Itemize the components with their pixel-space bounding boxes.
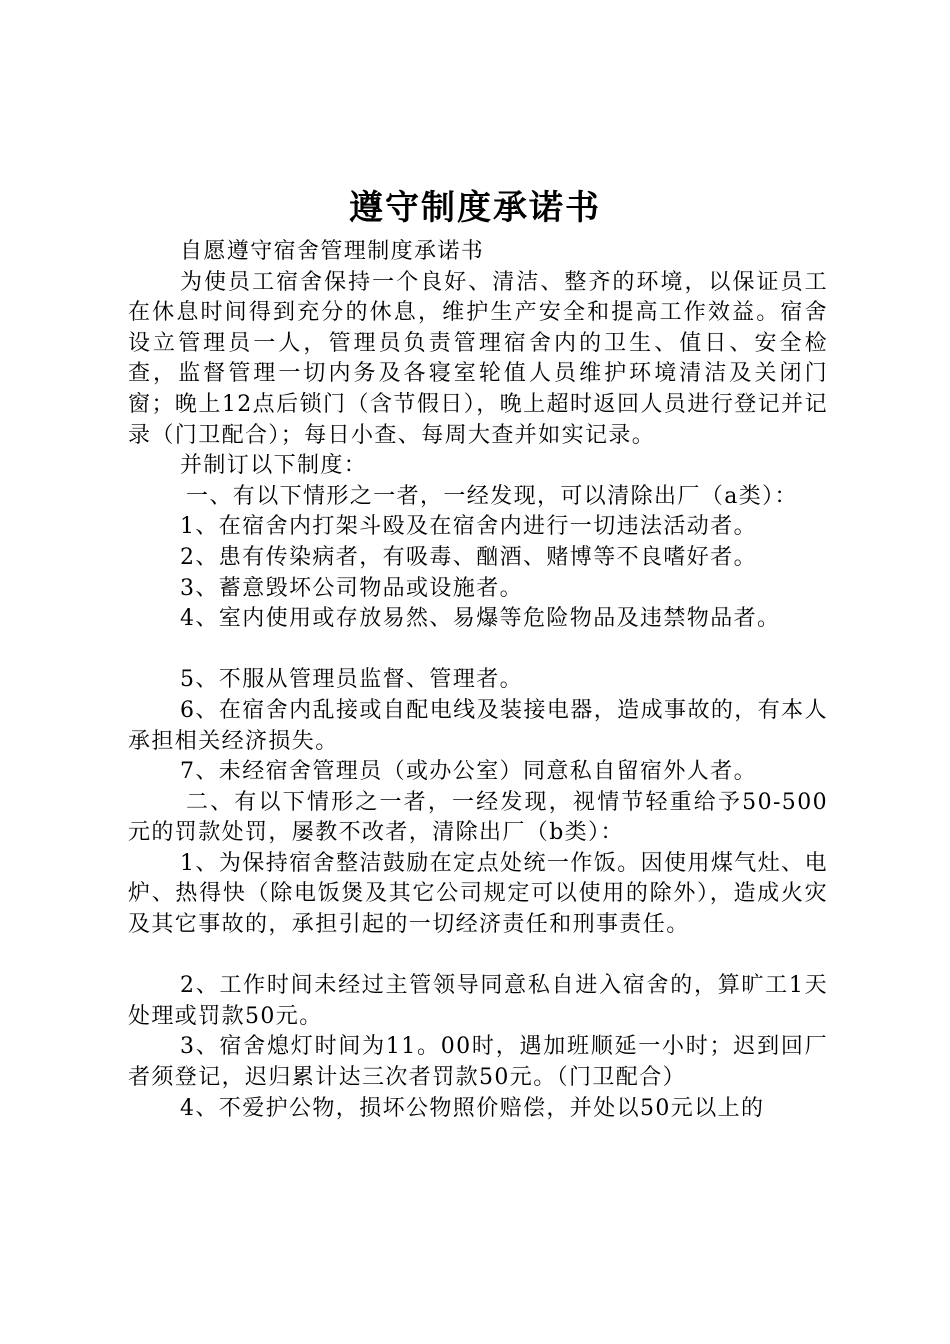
section-a-item-3: 3、蓄意毁坏公司物品或设施者。 xyxy=(180,575,523,601)
section-b-item-3: 3、宿舍熄灯时间为11。00时，遇加班顺延一小时；迟到回厂者须登记，迟归累计达三次者罚款50元。（门卫配合） xyxy=(128,1034,828,1091)
paragraph-rules-lead: 并制订以下制度： xyxy=(180,453,368,479)
section-b-item-2: 2、工作时间未经过主管领导同意私自进入宿舍的，算旷工1天处理或罚款50元。 xyxy=(128,973,828,1029)
section-a-item-4: 4、室内使用或存放易然、易爆等危险物品及违禁物品者。 xyxy=(180,606,781,632)
section-a-item-2: 2、患有传染病者，有吸毒、酗酒、赌博等不良嗜好者。 xyxy=(180,544,757,570)
section-a-item-7: 7、未经宿舍管理员（或办公室）同意私自留宿外人者。 xyxy=(180,759,757,785)
section-b-item-4: 4、不爱护公物，损坏公物照价赔偿，并处以50元以上的 xyxy=(180,1095,765,1121)
document-body xyxy=(128,237,828,1124)
section-a-item-5: 5、不服从管理员监督、管理者。 xyxy=(180,667,523,693)
section-b-item-1: 1、为保持宿舍整洁鼓励在定点处统一作饭。因使用煤气灶、电炉、热得快（除电饭煲及其它公司规定可以使用的除外），造成火灾及其它事故的，承担引起的一切经济责任和刑事责任。 xyxy=(128,850,828,938)
paragraph-intro: 为使员工宿舍保持一个良好、清洁、整齐的环境，以保证员工在休息时间得到充分的休息，维护生产安全和提高工作效益。宿舍设立管理员一人，管理员负责管理宿舍内的卫生、值日、安全检查，监督管理一切内务及各寝室轮值人员维护环境清洁及关闭门窗；晚上12点后锁门（含节假日），晚上超时返回人员进行登记并记录（门卫配合）；每日小查、每周大查并如实记录。 xyxy=(128,269,828,448)
section-a-item-1: 1、在宿舍内打架斗殴及在宿舍内进行一切违法活动者。 xyxy=(180,514,757,540)
paragraph-subtitle: 自愿遵守宿舍管理制度承诺书 xyxy=(180,239,485,264)
section-b-heading: 二、有以下情形之一者，一经发现，视情节轻重给予50-500元的罚款处罚，屡教不改者，清除出厂（b类）： xyxy=(128,789,828,846)
section-a-heading: 一、有以下情形之一者，一经发现，可以清除出厂（a类）： xyxy=(186,483,798,509)
document-title: 遵守制度承诺书 xyxy=(349,188,601,228)
section-a-item-6: 6、在宿舍内乱接或自配电线及装接电器，造成事故的，有本人承担相关经济损失。 xyxy=(128,697,828,754)
